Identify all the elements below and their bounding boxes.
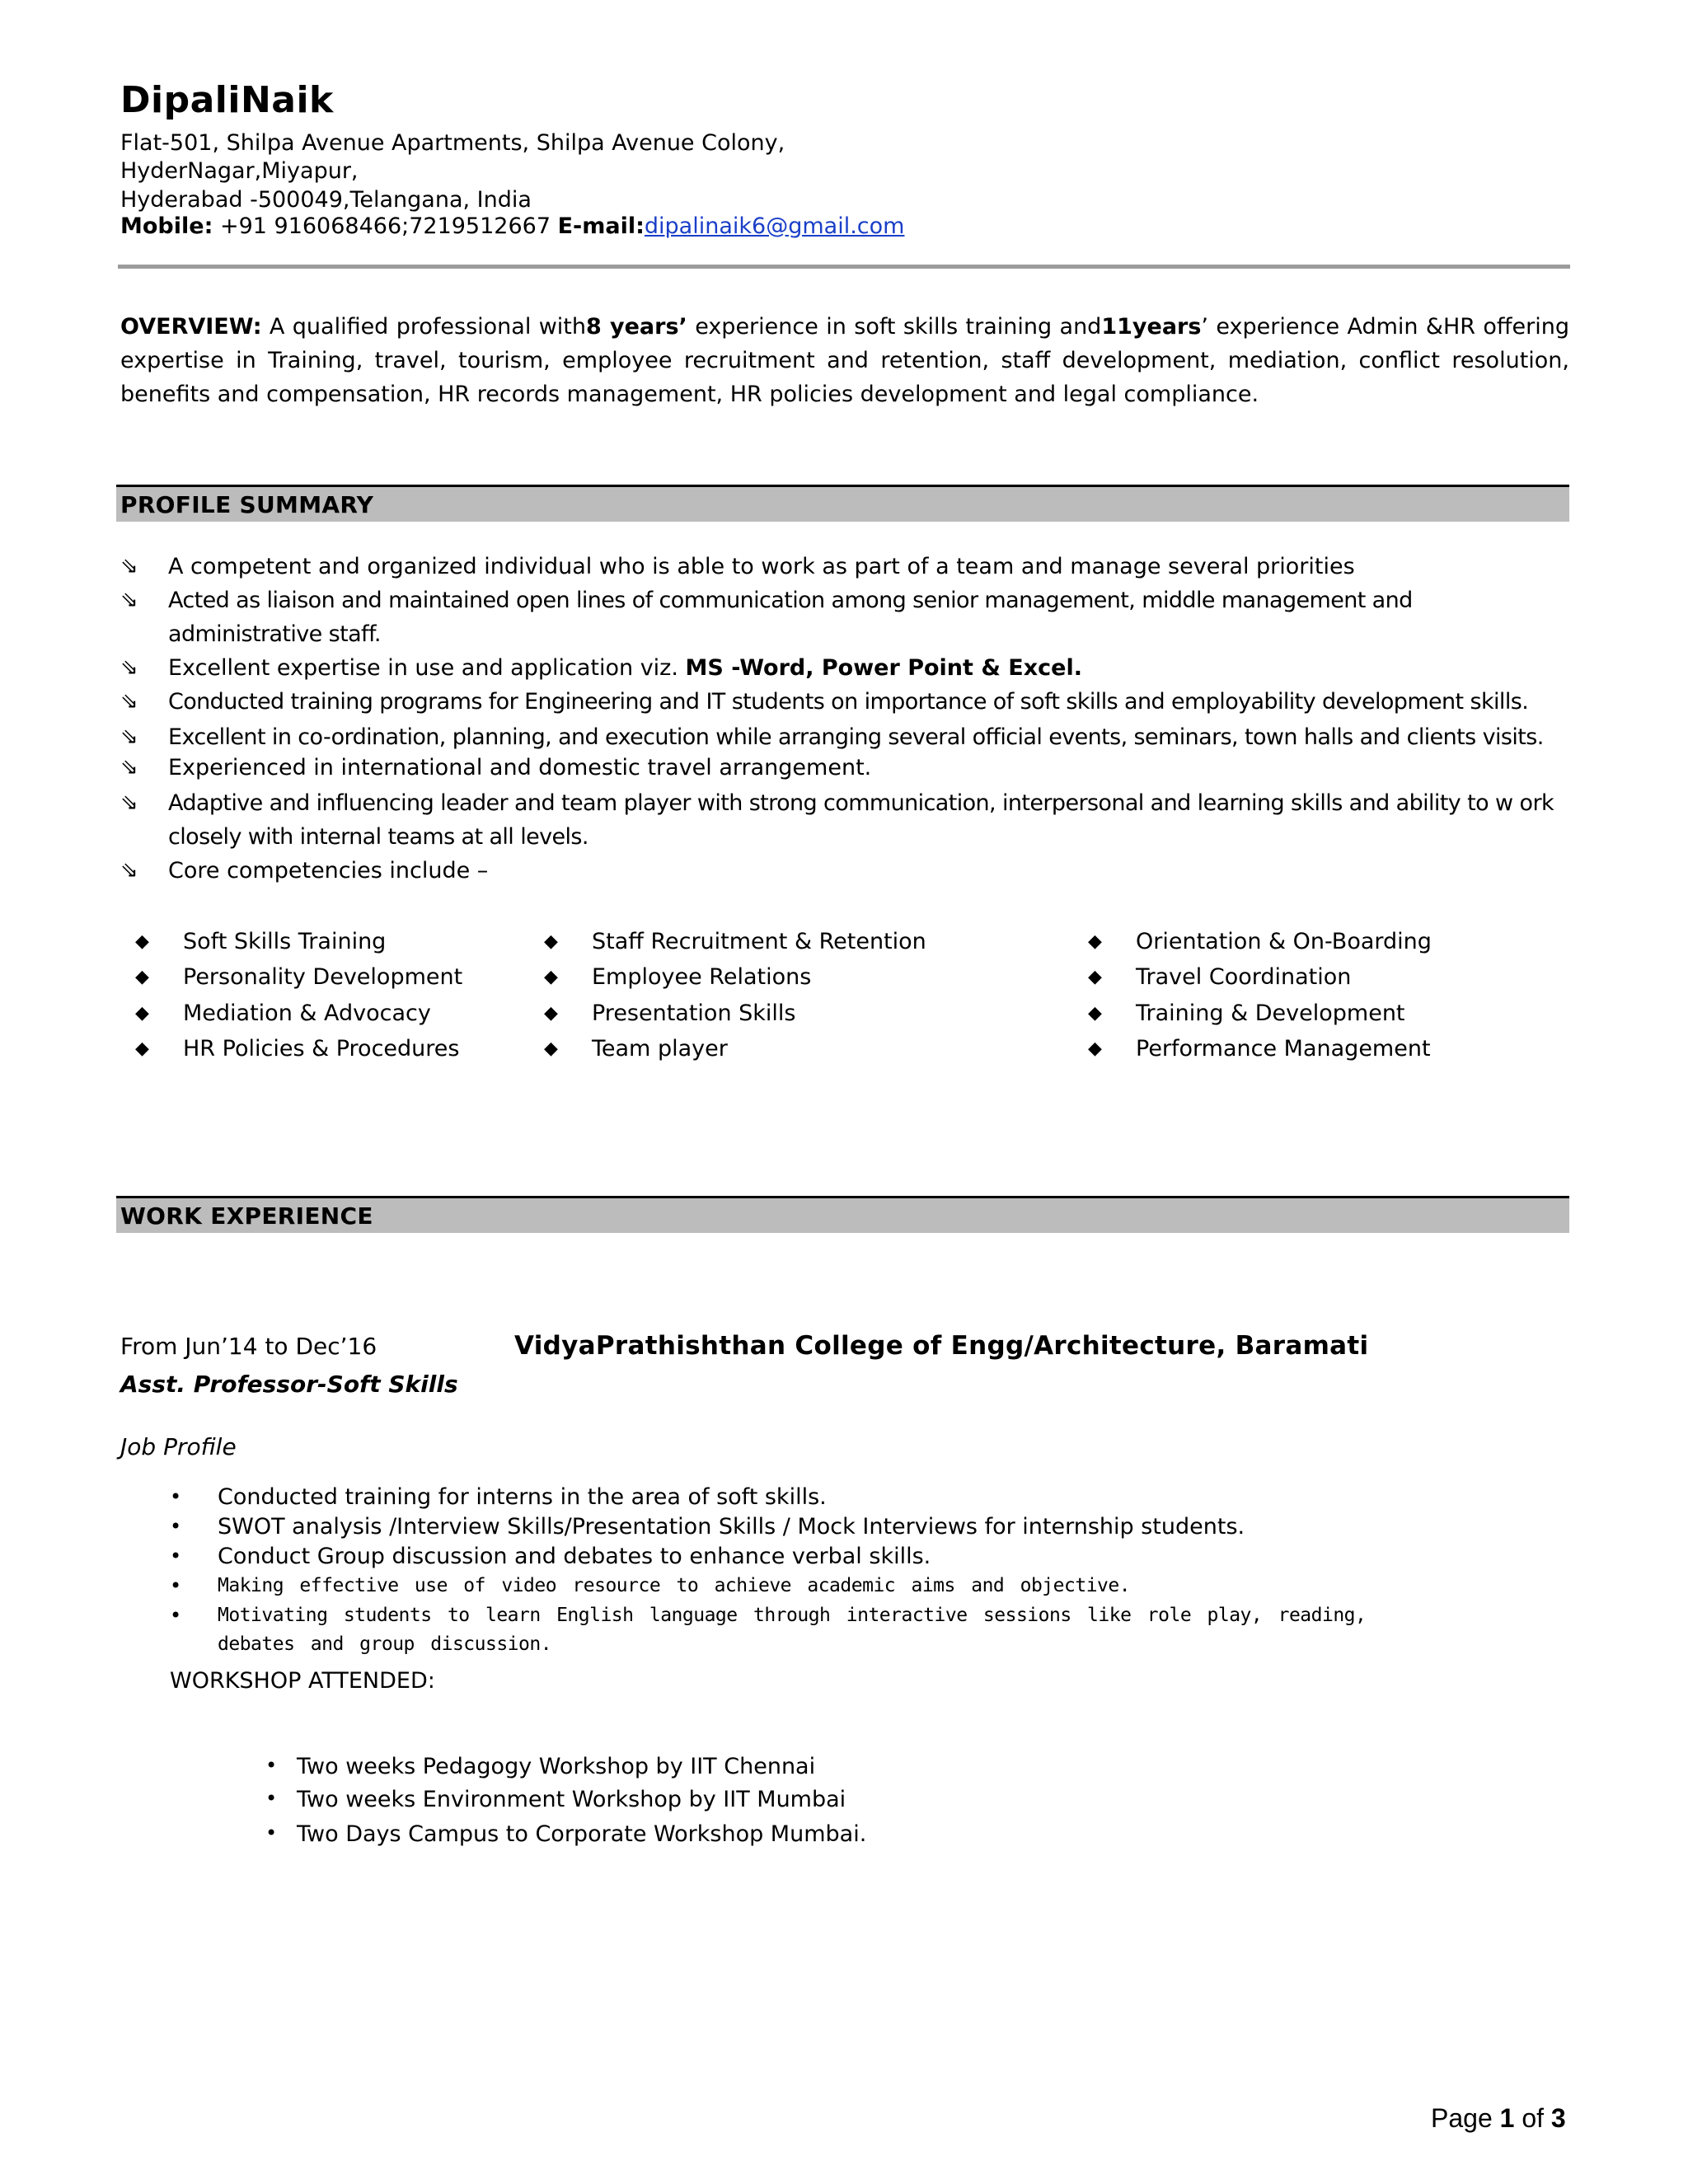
bullet-icon: • bbox=[265, 1754, 278, 1777]
profile-bullet-text: A competent and organized individual who is able to work as part of a team and manage several priorities bbox=[168, 554, 1355, 579]
profile-bullet-text: Experienced in international and domestic travel arrangement. bbox=[168, 755, 872, 780]
bullet-icon: • bbox=[170, 1544, 182, 1568]
competency-label: Orientation & On-Boarding bbox=[1136, 929, 1432, 954]
mobile-label: Mobile: bbox=[120, 213, 213, 239]
header-divider bbox=[118, 265, 1570, 269]
profile-bullet-text bbox=[168, 651, 1569, 685]
arrow-bullet-icon: ⇘ bbox=[120, 655, 138, 680]
page-word: Page bbox=[1431, 2103, 1500, 2133]
job-duty-text: Motivating students to learn English language through interactive sessions like role play, reading, debates and group discussion. bbox=[218, 1605, 1367, 1655]
diamond-bullet-icon: ◆ bbox=[544, 1038, 558, 1059]
profile-bullet-text-plain: Excellent expertise in use and application viz. bbox=[168, 655, 686, 681]
email-link[interactable]: dipalinaik6@gmail.com bbox=[644, 213, 905, 239]
bullet-icon: • bbox=[170, 1515, 182, 1538]
diamond-bullet-icon: ◆ bbox=[135, 1038, 149, 1059]
profile-bullet-text: Core competencies include – bbox=[168, 858, 489, 883]
workshop-text: Two Days Campus to Corporate Workshop Mumbai. bbox=[297, 1821, 867, 1847]
competency-label: Team player bbox=[592, 1036, 728, 1062]
address-line-2: HyderNagar,Miyapur, bbox=[120, 158, 359, 184]
competency-label: HR Policies & Procedures bbox=[183, 1036, 460, 1062]
bullet-icon: • bbox=[170, 1485, 182, 1508]
overview-label: OVERVIEW: bbox=[120, 314, 262, 340]
competency-label: Soft Skills Training bbox=[183, 929, 387, 954]
job-duty-text: Conducted training for interns in the area of soft skills. bbox=[218, 1484, 827, 1510]
arrow-bullet-icon: ⇘ bbox=[120, 790, 138, 815]
address-line-1: Flat-501, Shilpa Avenue Apartments, Shilpa Avenue Colony, bbox=[120, 130, 785, 156]
bullet-icon: • bbox=[170, 1604, 182, 1627]
section-title: WORK EXPERIENCE bbox=[120, 1202, 373, 1230]
email-label: E-mail: bbox=[557, 213, 645, 239]
diamond-bullet-icon: ◆ bbox=[1088, 967, 1102, 987]
diamond-bullet-icon: ◆ bbox=[135, 931, 149, 952]
diamond-bullet-icon: ◆ bbox=[1088, 1003, 1102, 1024]
profile-bullet-text: Acted as liaison and maintained open lines of communication among senior management, middle management and administrative staff. bbox=[168, 588, 1413, 647]
candidate-name: DipaliNaik bbox=[120, 79, 334, 121]
page-of: of bbox=[1514, 2103, 1551, 2133]
arrow-bullet-icon: ⇘ bbox=[120, 689, 138, 714]
competency-label: Personality Development bbox=[183, 964, 463, 990]
arrow-bullet-icon: ⇘ bbox=[120, 724, 138, 749]
address-line-3: Hyderabad -500049,Telangana, India bbox=[120, 187, 532, 213]
employer-name: VidyaPrathishthan College of Engg/Architecture, Baramati bbox=[514, 1331, 1369, 1361]
bullet-icon: • bbox=[170, 1574, 182, 1597]
arrow-bullet-icon: ⇘ bbox=[120, 554, 138, 579]
competency-label: Presentation Skills bbox=[592, 1001, 796, 1026]
profile-bullet-text: Adaptive and influencing leader and team player with strong communication, interpersonal and learning skills and ability to w ork closely with internal teams at all levels. bbox=[168, 790, 1554, 850]
competency-label: Employee Relations bbox=[592, 964, 812, 990]
job-duty-text: Making effective use of video resource to achieve academic aims and objective. bbox=[218, 1575, 1131, 1596]
arrow-bullet-icon: ⇘ bbox=[120, 755, 138, 780]
overview-text-1: A qualified professional with bbox=[261, 314, 587, 340]
overview-text-3: ’ experience Admin &HR offering expertise in Training, travel, tourism, employee recruitment and retention, staff development, mediation, conflict resolution, benefits and compensation, HR records management, HR policies development and legal compliance. bbox=[120, 314, 1570, 407]
competency-label: Training & Development bbox=[1136, 1001, 1405, 1026]
arrow-bullet-icon: ⇘ bbox=[120, 858, 138, 883]
competency-label: Performance Management bbox=[1136, 1036, 1431, 1062]
diamond-bullet-icon: ◆ bbox=[544, 967, 558, 987]
job-profile-label: Job Profile bbox=[120, 1433, 237, 1460]
profile-bullet-text: Conducted training programs for Engineering and IT students on importance of soft skills and employability development skills. bbox=[168, 689, 1529, 715]
bullet-icon: • bbox=[265, 1821, 278, 1844]
job-duty-text: Conduct Group discussion and debates to enhance verbal skills. bbox=[218, 1544, 931, 1569]
competency-label: Mediation & Advocacy bbox=[183, 1001, 431, 1026]
diamond-bullet-icon: ◆ bbox=[1088, 931, 1102, 952]
arrow-bullet-icon: ⇘ bbox=[120, 588, 138, 612]
employment-period: From Jun’14 to Dec’16 bbox=[120, 1333, 377, 1360]
workshop-text: Two weeks Environment Workshop by IIT Mumbai bbox=[297, 1787, 846, 1812]
section-title: PROFILE SUMMARY bbox=[120, 491, 374, 518]
competency-label: Staff Recruitment & Retention bbox=[592, 929, 926, 954]
contact-line bbox=[120, 213, 904, 239]
bullet-icon: • bbox=[265, 1787, 278, 1810]
overview-paragraph bbox=[120, 310, 1569, 411]
competency-label: Travel Coordination bbox=[1136, 964, 1352, 990]
diamond-bullet-icon: ◆ bbox=[1088, 1038, 1102, 1059]
overview-text-2: experience in soft skills training and bbox=[687, 314, 1102, 340]
diamond-bullet-icon: ◆ bbox=[135, 1003, 149, 1024]
diamond-bullet-icon: ◆ bbox=[544, 931, 558, 952]
profile-bullet-text: Excellent in co-ordination, planning, and execution while arranging several official events, seminars, town halls and clients visits. bbox=[168, 724, 1544, 750]
profile-summary-header bbox=[116, 485, 1569, 522]
diamond-bullet-icon: ◆ bbox=[544, 1003, 558, 1024]
page-total: 3 bbox=[1550, 2103, 1566, 2133]
workshop-text: Two weeks Pedagogy Workshop by IIT Chennai bbox=[297, 1754, 816, 1779]
page-current: 1 bbox=[1499, 2103, 1515, 2133]
overview-years-2: 11years bbox=[1101, 314, 1202, 340]
page-number bbox=[1431, 2103, 1566, 2134]
job-title: Asst. Professor-Soft Skills bbox=[120, 1371, 458, 1398]
job-duty-text: SWOT analysis /Interview Skills/Presentation Skills / Mock Interviews for internship students. bbox=[218, 1514, 1245, 1540]
work-experience-header bbox=[116, 1196, 1569, 1233]
mobile-value: +91 916068466;7219512667 bbox=[213, 213, 558, 239]
diamond-bullet-icon: ◆ bbox=[135, 967, 149, 987]
workshop-heading: WORKSHOP ATTENDED: bbox=[170, 1668, 435, 1694]
profile-bullet-text-bold: MS -Word, Power Point & Excel. bbox=[685, 655, 1082, 681]
overview-years-1: 8 years’ bbox=[586, 314, 687, 340]
